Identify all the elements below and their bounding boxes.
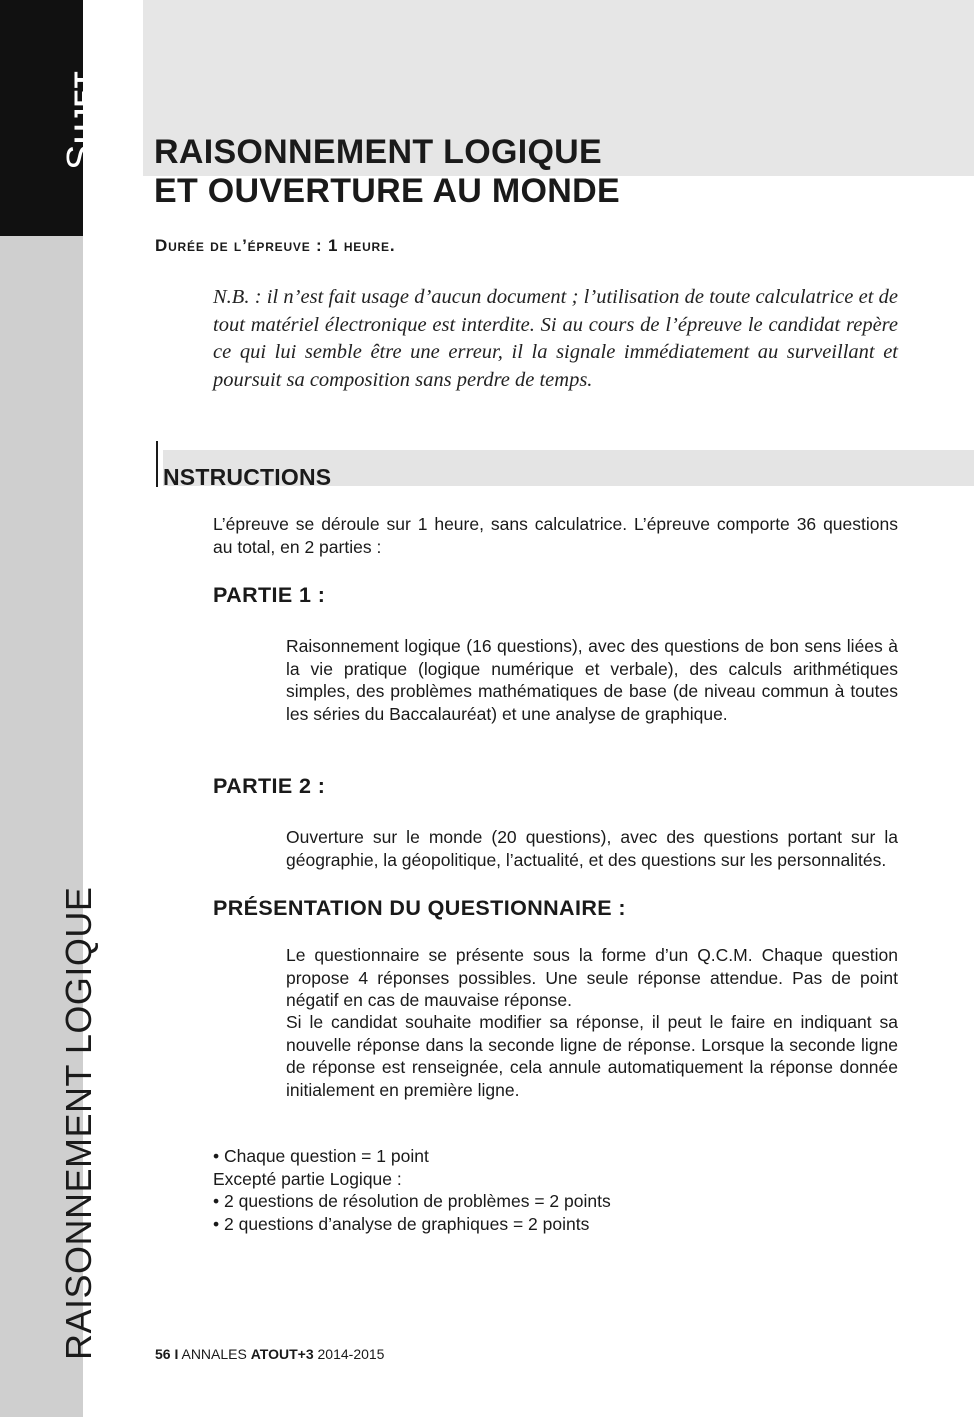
part-1-text: Raisonnement logique (16 questions), avec des questions de bon sens liées à la vie pratique (logique numérique et verbale), des calculs arithmétiques simples, des problèmes mathématiques de base (de niveau commun à toutes les séries du Baccalauréat) et une analyse de graphique. — [286, 636, 898, 724]
list-item: • 2 questions d’analyse de graphiques = 2 points — [213, 1213, 590, 1234]
page-title — [154, 133, 620, 211]
nb-note: N.B. : il n’est fait usage d’aucun document ; l’utilisation de toute calculatrice et de tout matériel électronique est interdite. Si au cours de l’épreuve le candidat repère ce qui lui semble être une erreur, il la signale immédiatement au surveillant et poursuit sa composition sans perdre de temps. — [213, 286, 898, 391]
list-item: • Chaque question = 1 point — [213, 1146, 429, 1166]
page-number: 56 — [155, 1346, 171, 1362]
publication-name: ANNALES — [181, 1346, 247, 1362]
sidebar-section-label: SUJET — [60, 70, 102, 170]
part-2-heading: PARTIE 2 : — [213, 774, 326, 798]
part-1-heading: PARTIE 1 : — [213, 583, 326, 607]
sidebar-topic-label: RAISONNEMENT LOGIQUE — [58, 886, 99, 1360]
instructions-intro: L’épreuve se déroule sur 1 heure, sans calculatrice. L’épreuve comporte 36 questions au total, en 2 parties : — [213, 514, 898, 557]
brand-name: ATOUT+3 — [250, 1346, 314, 1362]
section-initial-bar — [156, 441, 158, 487]
part-2-text: Ouverture sur le monde (20 questions), avec des questions portant sur la géographie, la géopolitique, l’actualité, et des questions sur les personnalités. — [286, 827, 898, 870]
footer-separator: I — [174, 1346, 179, 1362]
presentation-para-2: Si le candidat souhaite modifier sa réponse, il peut le faire en indiquant sa nouvelle réponse dans la seconde ligne de réponse. Lorsque la seconde ligne de réponse est renseignée, cela annule automatiquement la réponse donnée initialement en première ligne. — [286, 1012, 898, 1100]
page-footer — [155, 1346, 384, 1362]
exam-duration: Durée de l’épreuve : 1 heure. — [155, 236, 396, 255]
presentation-para-1: Le questionnaire se présente sous la forme d’un Q.C.M. Chaque question propose 4 réponses possibles. Une seule réponse attendue. Pas de point négatif en cas de mauvaise réponse. — [286, 945, 898, 1010]
presentation-heading: PRÉSENTATION DU QUESTIONNAIRE : — [213, 896, 626, 920]
page-title-line-2: ET OUVERTURE AU MONDE — [154, 172, 620, 210]
page-title-line-1: RAISONNEMENT LOGIQUE — [154, 133, 603, 171]
scoring-list — [213, 1145, 611, 1235]
list-item: Excepté partie Logique : — [213, 1168, 402, 1189]
section-title: NSTRUCTIONS — [163, 464, 332, 490]
publication-years: 2014-2015 — [317, 1346, 385, 1362]
list-item: • 2 questions de résolution de problèmes = 2 points — [213, 1191, 611, 1212]
